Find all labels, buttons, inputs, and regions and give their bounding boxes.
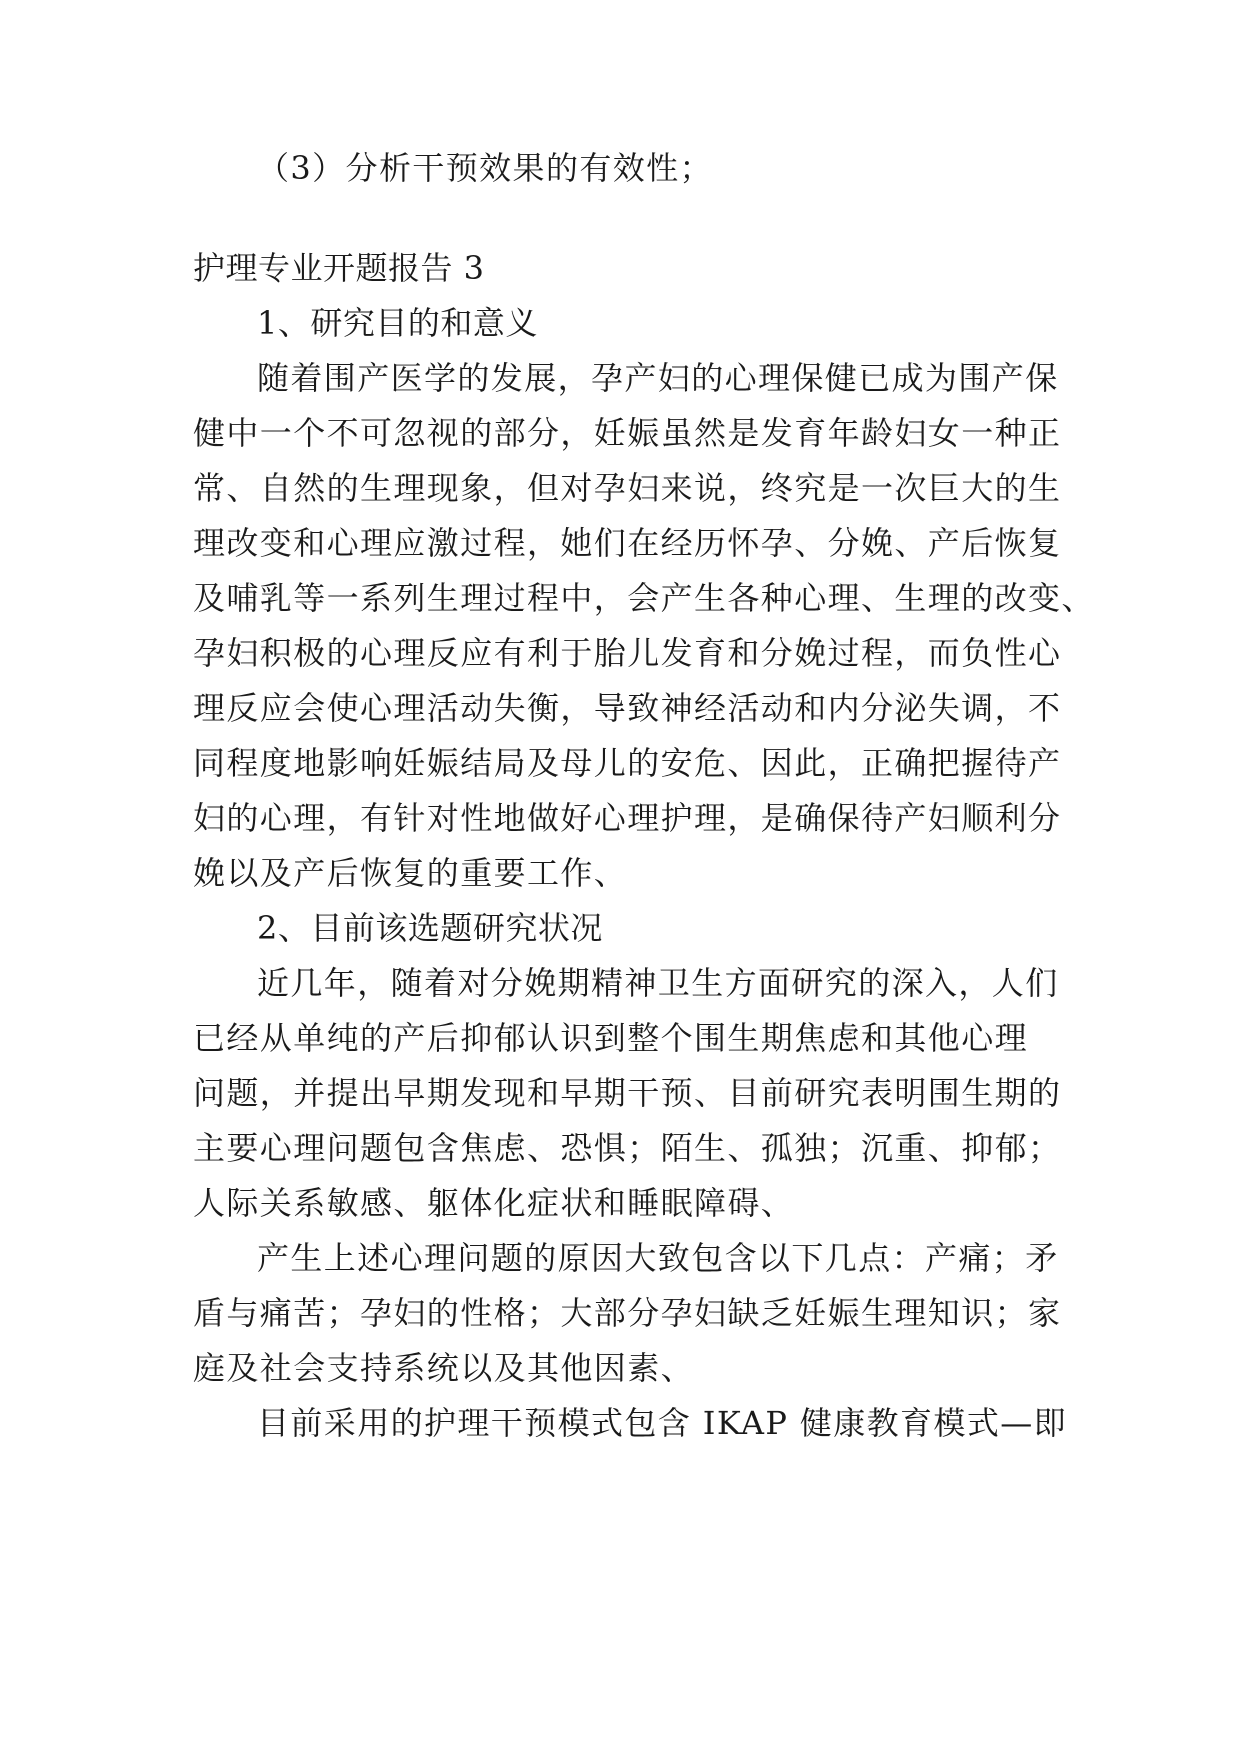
paragraph-line: 常、自然的生理现象，但对孕妇来说，终究是一次巨大的生 xyxy=(193,469,1062,507)
paragraph-line: 庭及社会支持系统以及其他因素、 xyxy=(193,1349,695,1387)
subsection-heading-2: 2、目前该选题研究状况 xyxy=(257,909,603,947)
section-title: 护理专业开题报告 3 xyxy=(193,249,485,287)
paragraph-line: 产生上述心理问题的原因大致包含以下几点：产痛；矛 xyxy=(257,1239,1059,1277)
paragraph-line: 娩以及产后恢复的重要工作、 xyxy=(193,854,628,892)
paragraph-line: 理反应会使心理活动失衡，导致神经活动和内分泌失调，不 xyxy=(193,689,1062,727)
paragraph-line: 盾与痛苦；孕妇的性格；大部分孕妇缺乏妊娠生理知识；家 xyxy=(193,1294,1062,1332)
paragraph-line: 人际关系敏感、躯体化症状和睡眠障碍、 xyxy=(193,1184,795,1222)
paragraph-line: 近几年，随着对分娩期精神卫生方面研究的深入，人们 xyxy=(257,964,1059,1002)
paragraph-line: 孕妇积极的心理反应有利于胎儿发育和分娩过程，而负性心 xyxy=(193,634,1062,672)
paragraph-line: 理改变和心理应激过程，她们在经历怀孕、分娩、产后恢复 xyxy=(193,524,1062,562)
paragraph-line: 已经从单纯的产后抑郁认识到整个围生期焦虑和其他心理 xyxy=(193,1019,1029,1057)
paragraph-line: 妇的心理，有针对性地做好心理护理，是确保待产妇顺利分 xyxy=(193,799,1062,837)
subsection-heading-1: 1、研究目的和意义 xyxy=(257,304,538,342)
paragraph-line: 问题，并提出早期发现和早期干预、目前研究表明围生期的 xyxy=(193,1074,1062,1112)
intro-list-item: （3）分析干预效果的有效性； xyxy=(257,149,713,187)
paragraph-line: 随着围产医学的发展，孕产妇的心理保健已成为围产保 xyxy=(257,359,1059,397)
paragraph-line: 健中一个不可忽视的部分，妊娠虽然是发育年龄妇女一种正 xyxy=(193,414,1062,452)
paragraph-line: 同程度地影响妊娠结局及母儿的安危、因此，正确把握待产 xyxy=(193,744,1062,782)
paragraph-line: 目前采用的护理干预模式包含 IKAP 健康教育模式—即 xyxy=(257,1404,1068,1442)
paragraph-line: 主要心理问题包含焦虑、恐惧；陌生、孤独；沉重、抑郁； xyxy=(193,1129,1062,1167)
paragraph-line: 及哺乳等一系列生理过程中，会产生各种心理、生理的改变、 xyxy=(193,579,1095,617)
